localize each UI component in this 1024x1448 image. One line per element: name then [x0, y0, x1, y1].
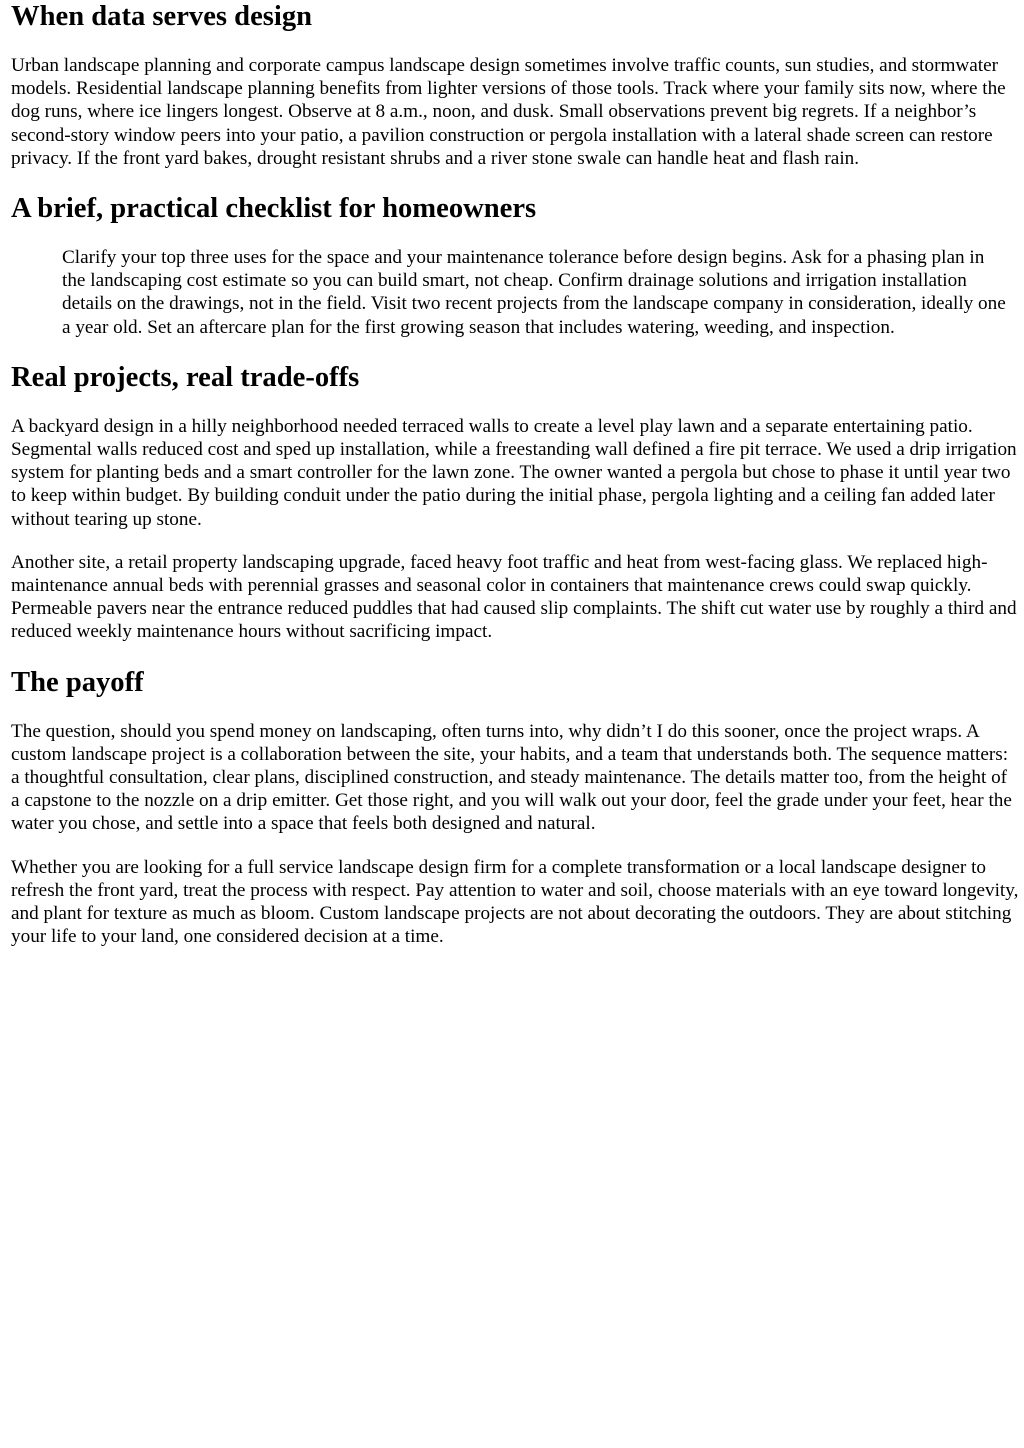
- checklist-blockquote: Clarify your top three uses for the space and your maintenance tolerance before design begins. Ask for a phasing plan in the landscaping cost estimate so you can build smart, not cheap. Confirm drainage solutions and irrigation installation details on the drawings, not in the field. Visit two recent projects from the landscape company in consideration, ideally one a year old. Set an aftercare plan for the first growing season that includes watering, weeding, and inspection.: [62, 247, 1006, 338]
- section-heading: The payoff: [11, 666, 144, 698]
- paragraph: Urban landscape planning and corporate campus landscape design sometimes involve traffic counts, sun studies, and stormwater models. Residential landscape planning benefits from lighter versions of those tools. Track where your family sits now, where the dog runs, where ice lingers longest. Observe at 8 a.m., noon, and dusk. Small observations prevent big regrets. If a neighbor’s second-story window peers into your patio, a pavilion construction or pergola installation with a lateral shade screen can restore privacy. If the front yard bakes, drought resistant shrubs and a river stone swale can handle heat and flash rain.: [11, 55, 1006, 169]
- paragraph: Another site, a retail property landscaping upgrade, faced heavy foot traffic and heat from west-facing glass. We replaced high-maintenance annual beds with perennial grasses and seasonal color in containers that maintenance crews could swap quickly. Permeable pavers near the entrance reduced puddles that had caused slip complaints. The shift cut water use by roughly a third and reduced weekly maintenance hours without sacrificing impact.: [11, 551, 1017, 643]
- article-body: [11, 0, 1020, 948]
- section-heading: A brief, practical checklist for homeowners: [11, 193, 537, 225]
- paragraph: Whether you are looking for a full service landscape design firm for a complete transformation or a local landscape designer to refresh the front yard, treat the process with respect. Pay attention to water and soil, choose materials with an eye toward longevity, and plant for texture as much as bloom. Custom landscape projects are not about decorating the outdoors. They are about stitching your life to your land, one considered decision at a time.: [11, 856, 1019, 948]
- section-heading: When data serves design: [11, 1, 313, 32]
- paragraph: The question, should you spend money on landscaping, often turns into, why didn’t I do this sooner, once the project wraps. A custom landscape project is a collaboration between the site, your habits, and a team that understands both. The sequence matters: a thoughtful consultation, clear plans, disciplined construction, and steady maintenance. The details matter too, from the height of a capstone to the nozzle on a drip emitter. Get those right, and you will walk out your door, feel the grade under your feet, hear the water you chose, and settle into a space that feels both designed and natural.: [11, 720, 1012, 835]
- section-real-projects: [11, 361, 1020, 644]
- section-heading: Real projects, real trade-offs: [11, 361, 360, 393]
- paragraph: A backyard design in a hilly neighborhood needed terraced walls to create a level play lawn and a separate entertaining patio. Segmental walls reduced cost and sped up installation, while a freestanding wall defined a fire pit terrace. We used a drip irrigation system for planting beds and a smart controller for the lawn zone. The owner wanted a pergola but chose to phase it until year two to keep within budget. By building conduit under the patio during the initial phase, pergola lighting and a ceiling fan added later without tearing up stone.: [11, 415, 1017, 530]
- section-the-payoff: [11, 666, 1020, 949]
- section-homeowner-checklist: [11, 192, 1020, 339]
- section-when-data-serves-design: [11, 0, 1020, 170]
